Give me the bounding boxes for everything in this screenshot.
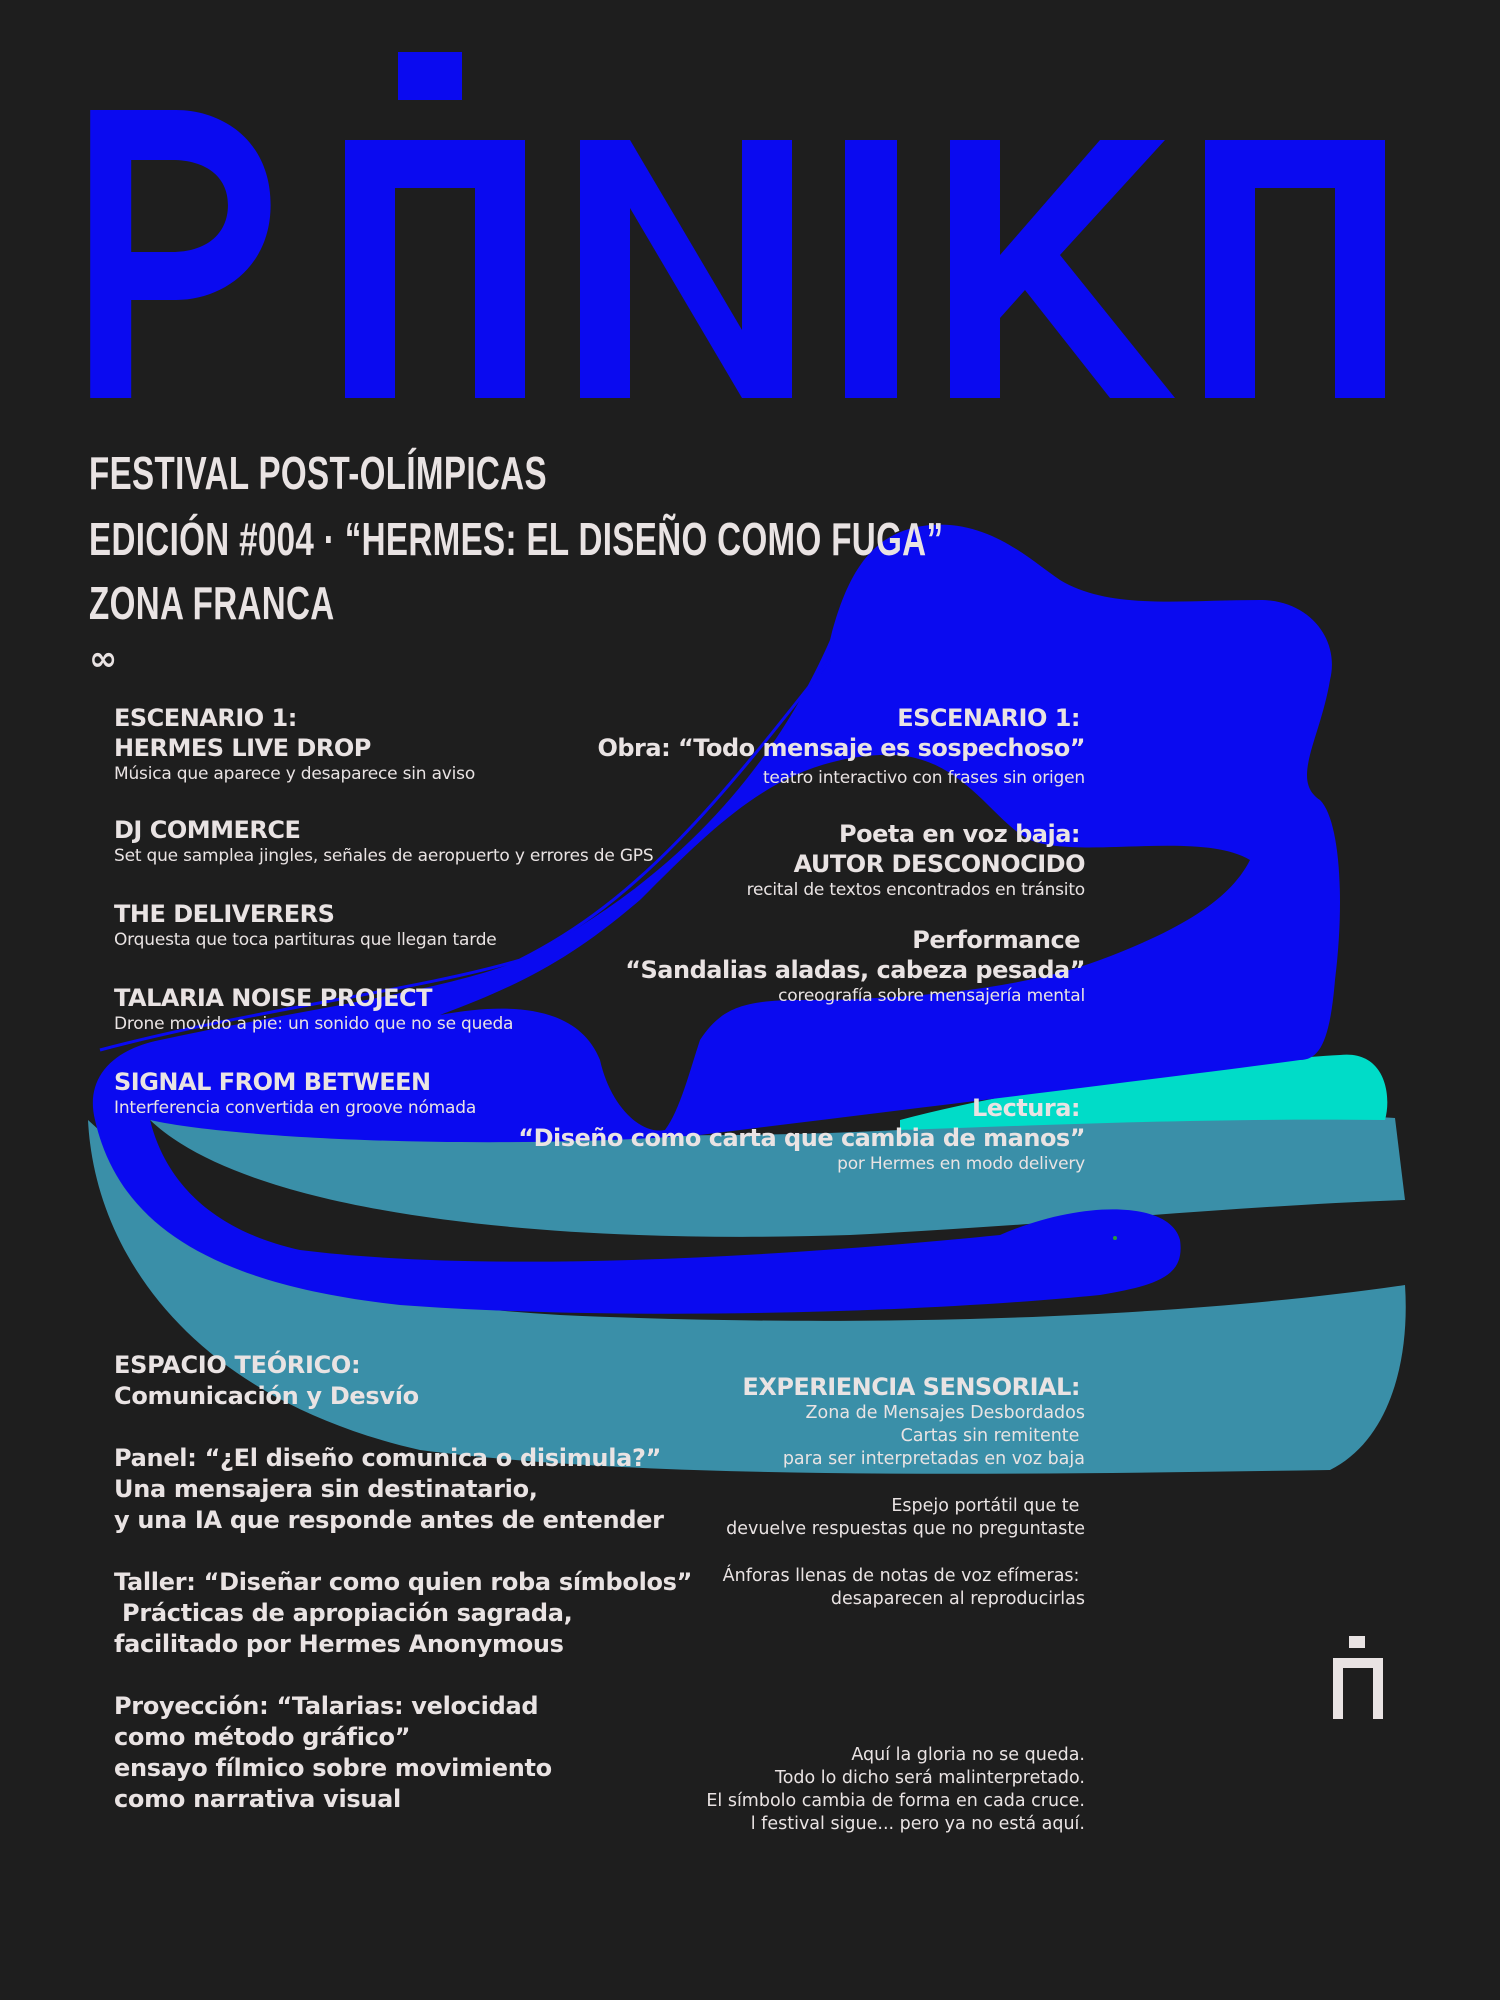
- panel-block: [114, 1443, 692, 1536]
- text-line: Prácticas de apropiación sagrada,: [114, 1599, 573, 1627]
- text-line: Proyección: “Talarias: velocidad: [114, 1692, 539, 1720]
- edition-title: EDICIÓN #004 · “HERMES: EL DISEÑO COMO FUGA”: [89, 513, 944, 565]
- act-desc: Drone movido a pie: un sonido que no se queda: [114, 1014, 514, 1034]
- act-title: Obra: “Todo mensaje es sospechoso”: [597, 734, 1085, 762]
- text-line: Todo lo dicho será malinterpretado.: [774, 1768, 1085, 1788]
- zone-title: ZONA FRANCA: [89, 577, 335, 629]
- act-desc: Interferencia convertida en groove nómada: [114, 1098, 477, 1118]
- green-dot: [1113, 1236, 1117, 1240]
- act-title: THE DELIVERERS: [114, 900, 335, 928]
- text-line: devuelve respuestas que no preguntaste: [726, 1519, 1085, 1539]
- act-kicker: Lectura:: [972, 1094, 1080, 1122]
- text-line: desaparecen al reproducirlas: [830, 1589, 1085, 1609]
- act-desc: Música que aparece y desaparece sin aviso: [114, 764, 476, 784]
- text-line: Una mensajera sin destinatario,: [114, 1475, 538, 1503]
- act-title: SIGNAL FROM BETWEEN: [114, 1068, 431, 1096]
- workshop-block: [114, 1567, 692, 1660]
- theory-subtitle: Comunicación y Desvío: [114, 1382, 419, 1410]
- act-title: HERMES LIVE DROP: [114, 734, 371, 762]
- text-line: El símbolo cambia de forma en cada cruce.: [706, 1791, 1085, 1811]
- act-desc: por Hermes en modo delivery: [837, 1154, 1085, 1174]
- act-desc: recital de textos encontrados en tránsito: [746, 880, 1085, 900]
- act-desc: teatro interactivo con frases sin origen: [762, 768, 1085, 788]
- right-stage: [518, 703, 1085, 1175]
- projection-block: [114, 1691, 692, 1815]
- text-line: Zona de Mensajes Desbordados: [805, 1403, 1085, 1423]
- text-line: como método gráfico”: [114, 1723, 411, 1751]
- text-line: como narrativa visual: [114, 1785, 401, 1813]
- infinity-icon: ∞: [89, 639, 118, 679]
- act-desc: Set que samplea jingles, señales de aeropuerto y errores de GPS: [114, 846, 654, 866]
- text-line: Panel: “¿El diseño comunica o disimula?”: [114, 1444, 662, 1472]
- sensorial-section: [723, 1372, 1085, 1611]
- text-line: y una IA que responde antes de entender: [114, 1506, 664, 1534]
- text-line: Aquí la gloria no se queda.: [851, 1745, 1085, 1765]
- act-title: TALARIA NOISE PROJECT: [114, 984, 433, 1012]
- theory-section: [114, 1350, 692, 1815]
- text-line: l festival sigue... pero ya no está aquí.: [750, 1814, 1085, 1834]
- stage-label: ESCENARIO 1:: [114, 704, 297, 732]
- pi-logo-mark-icon: [1333, 1636, 1385, 1720]
- stage-label: ESCENARIO 1:: [897, 704, 1080, 732]
- theory-title: ESPACIO TEÓRICO:: [114, 1351, 361, 1379]
- text-line: Espejo portátil que te: [891, 1496, 1085, 1516]
- text-line: facilitado por Hermes Anonymous: [114, 1630, 564, 1658]
- panika-logo: [0, 0, 1500, 420]
- act-desc: coreografía sobre mensajería mental: [778, 986, 1085, 1006]
- festival-title: FESTIVAL POST-OLÍMPICAS: [89, 447, 547, 499]
- text-line: para ser interpretadas en voz baja: [782, 1449, 1085, 1469]
- act-kicker: Poeta en voz baja:: [839, 820, 1080, 848]
- text-line: ensayo fílmico sobre movimiento: [114, 1754, 552, 1782]
- closing-statement: [706, 1744, 1085, 1836]
- act-kicker: Performance: [912, 926, 1080, 954]
- text-line: Cartas sin remitente: [900, 1426, 1085, 1446]
- act-desc: Orquesta que toca partituras que llegan tarde: [114, 930, 497, 950]
- act-title: AUTOR DESCONOCIDO: [793, 850, 1085, 878]
- sensorial-title: EXPERIENCIA SENSORIAL:: [742, 1373, 1080, 1401]
- text-line: Ánforas llenas de notas de voz efímeras:: [722, 1566, 1085, 1586]
- text-line: Taller: “Diseñar como quien roba símbolos”: [114, 1568, 693, 1596]
- act-title: “Sandalias aladas, cabeza pesada”: [625, 956, 1085, 984]
- act-title: “Diseño como carta que cambia de manos”: [518, 1124, 1085, 1152]
- act-title: DJ COMMERCE: [114, 816, 301, 844]
